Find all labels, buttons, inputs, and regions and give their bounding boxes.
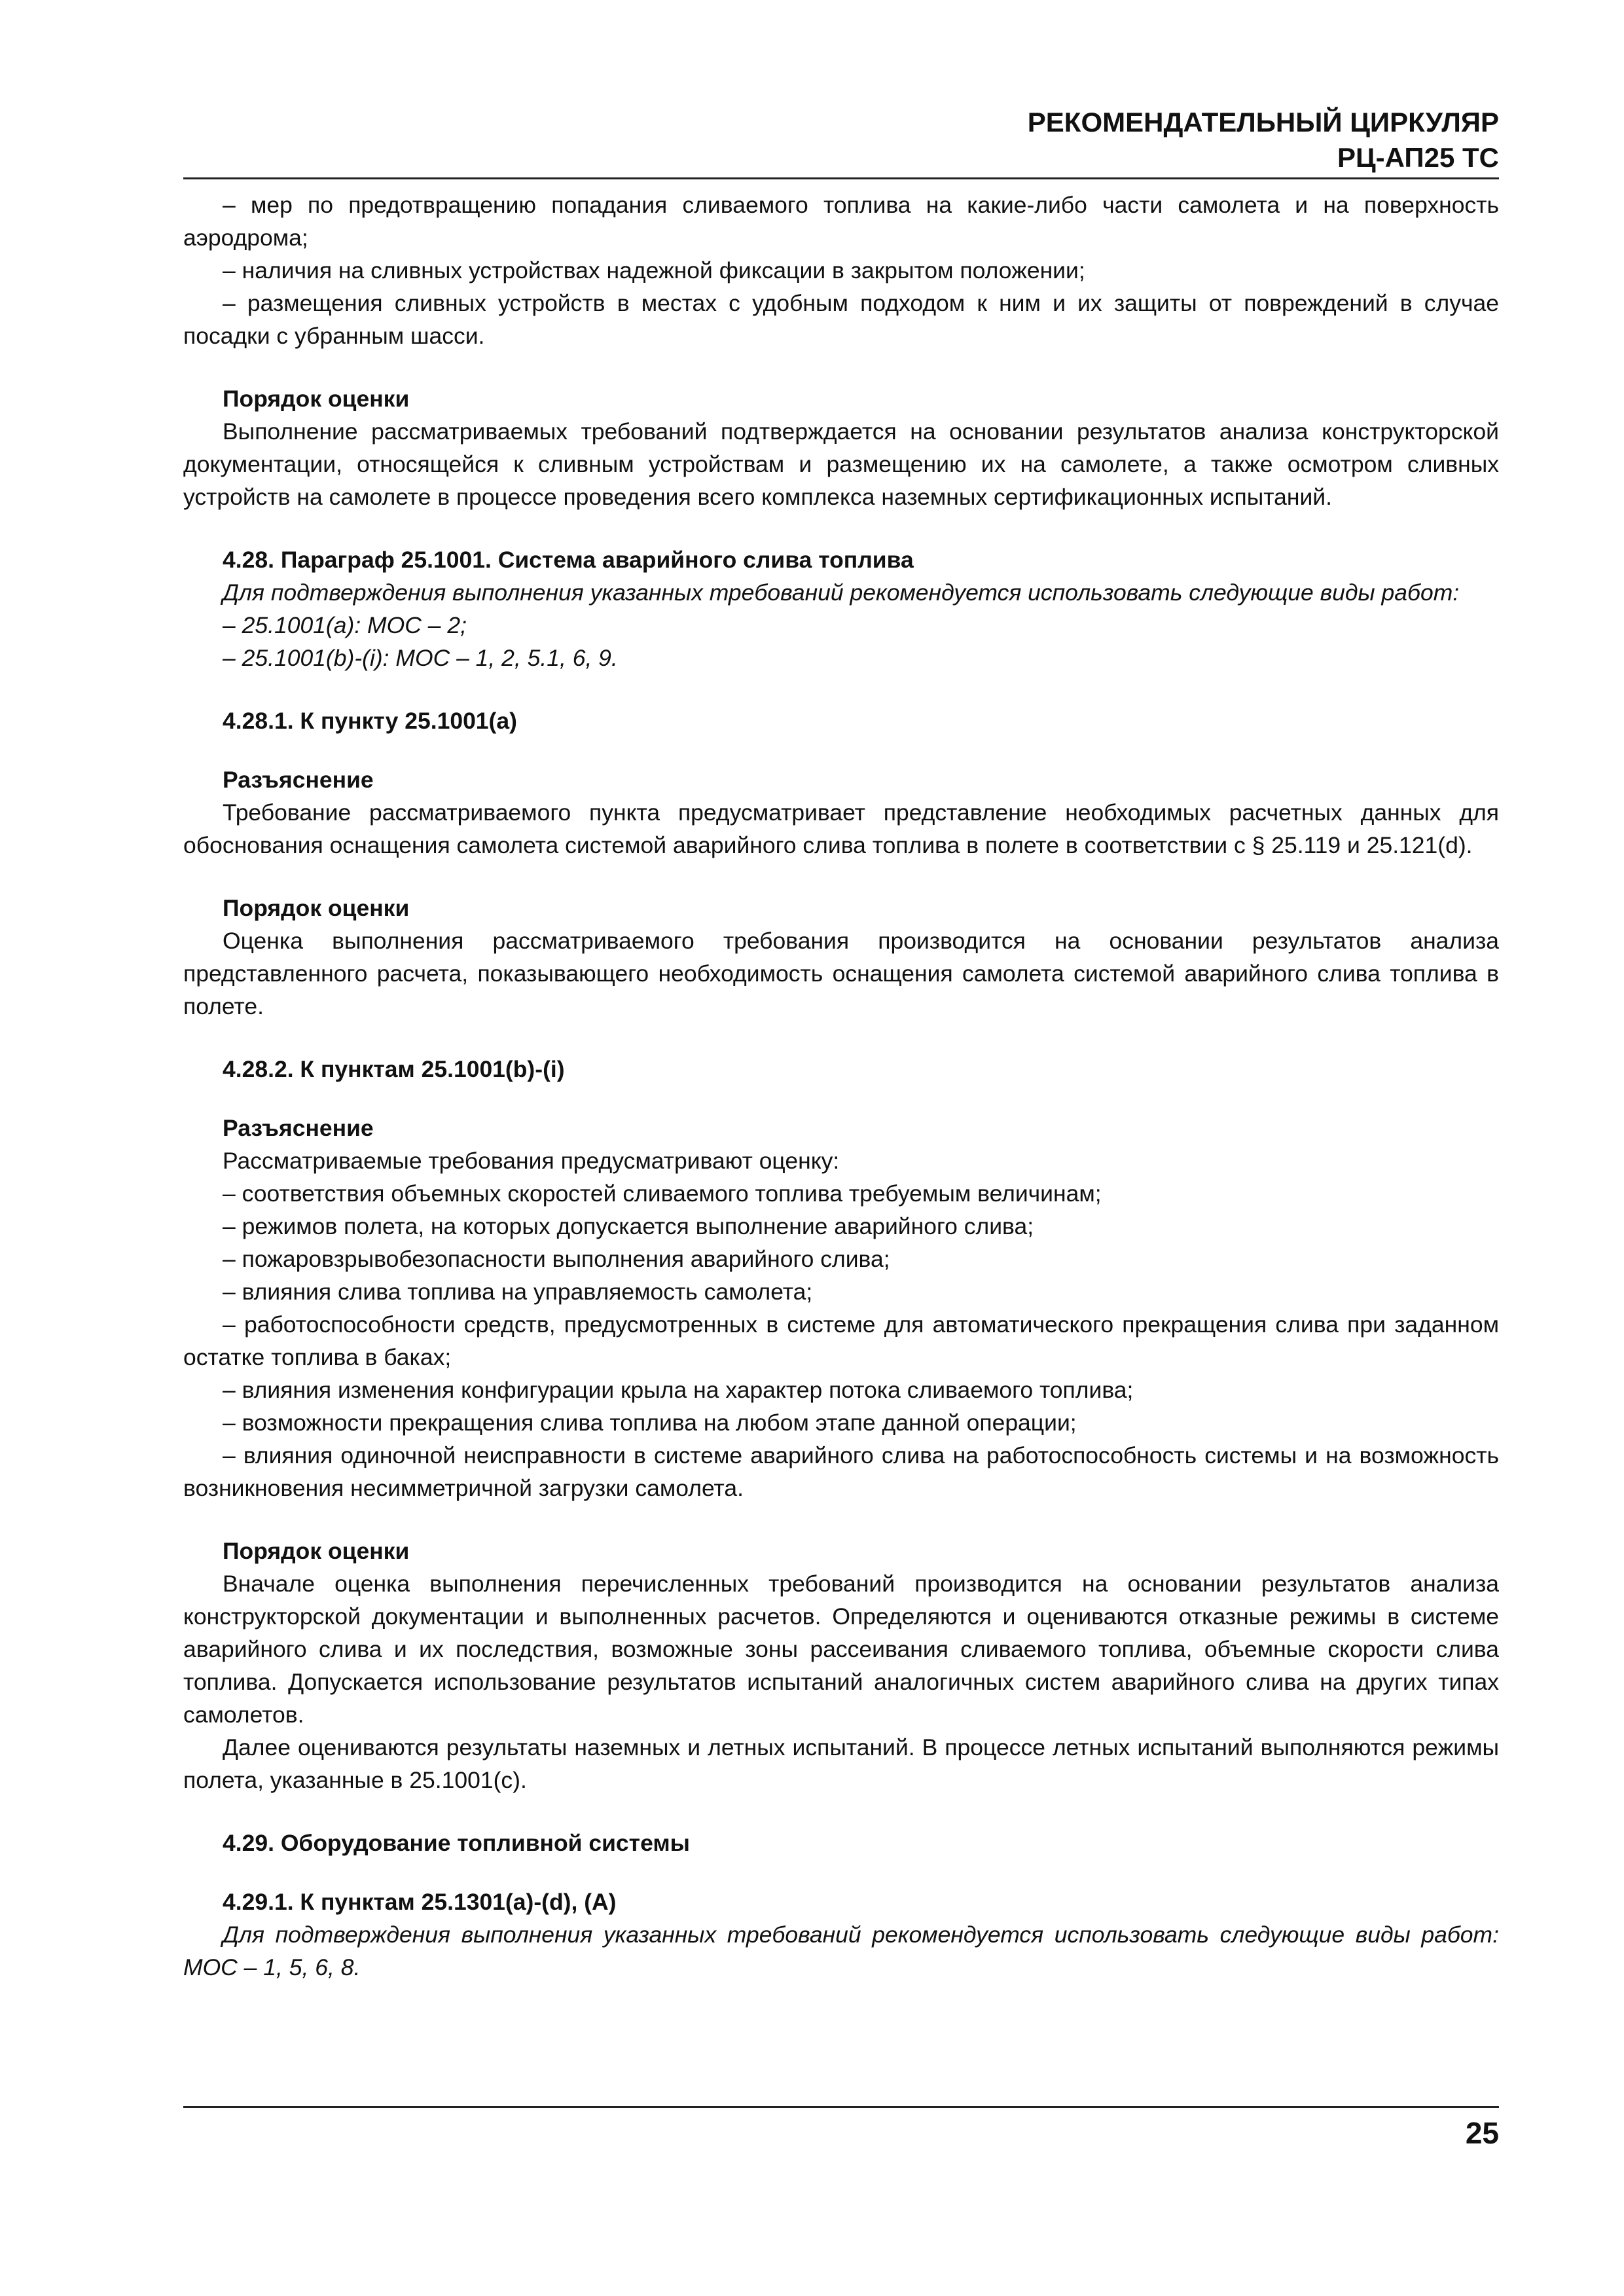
list-item: – работоспособности средств, предусмотренных в системе для автоматического прекращения слива при заданном остатке топлива в баках; <box>183 1311 1499 1370</box>
explanation-intro: Рассматриваемые требования предусматривают оценку: <box>223 1148 840 1174</box>
section-heading-4-28-1: 4.28.1. К пункту 25.1001(a) <box>223 708 517 734</box>
list-item: – мер по предотвращению попадания сливаемого топлива на какие-либо части самолета и на поверхность аэродрома; <box>183 192 1499 251</box>
list-item: – влияния изменения конфигурации крыла на характер потока сливаемого топлива; <box>223 1377 1134 1403</box>
list-item: – пожаровзрывобезопасности выполнения аварийного слива; <box>223 1246 890 1272</box>
list-item: – влияния одиночной неисправности в системе аварийного слива на работоспособность системы и на возможность возникновения несимметричной загрузки самолета. <box>183 1442 1499 1501</box>
footer-divider <box>183 2106 1499 2108</box>
list-item: – режимов полета, на которых допускается выполнение аварийного слива; <box>223 1213 1034 1239</box>
assessment-heading: Порядок оценки <box>223 386 410 412</box>
assessment-heading: Порядок оценки <box>223 895 410 921</box>
explanation-heading: Разъяснение <box>223 1115 374 1141</box>
header-divider <box>183 177 1499 179</box>
section-heading-4-29-1: 4.29.1. К пунктам 25.1301(a)-(d), (A) <box>223 1889 617 1915</box>
explanation-paragraph: Требование рассматриваемого пункта предусматривает представление необходимых расчетных данных для обоснования оснащения самолета системой аварийного слива топлива в полете в соответствии с § 25.119 и 25.121(d). <box>183 799 1499 858</box>
section-heading-4-28: 4.28. Параграф 25.1001. Система аварийного слива топлива <box>223 547 914 573</box>
assessment-heading: Порядок оценки <box>223 1538 410 1564</box>
list-item: – наличия на сливных устройствах надежной фиксации в закрытом положении; <box>223 257 1085 283</box>
recommendation-paragraph: Для подтверждения выполнения указанных требований рекомендуется использовать следующие виды работ: <box>223 579 1460 606</box>
list-item: – размещения сливных устройств в местах с удобным подходом к ним и их защиты от повреждений в случае посадки с убранным шасси. <box>183 290 1499 349</box>
assessment-paragraph: Выполнение рассматриваемых требований подтверждается на основании результатов анализа конструкторской документации, относящейся к сливным устройствам и размещению их на самолете, а также осмотром сливных устройств на самолете в процессе проведения всего комплекса наземных сертификационных испытаний. <box>183 418 1499 510</box>
header-title: РЕКОМЕНДАТЕЛЬНЫЙ ЦИРКУЛЯР <box>1027 107 1499 137</box>
recommendation-paragraph: Для подтверждения выполнения указанных требований рекомендуется использовать следующие виды работ: MOC – 1, 5, 6, 8. <box>183 1922 1499 1980</box>
list-item: – 25.1001(b)-(i): MOC – 1, 2, 5.1, 6, 9. <box>223 645 618 671</box>
section-heading-4-28-2: 4.28.2. К пунктам 25.1001(b)-(i) <box>223 1056 565 1082</box>
list-item: – соответствия объемных скоростей сливаемого топлива требуемым величинам; <box>223 1180 1102 1207</box>
list-item: – влияния слива топлива на управляемость самолета; <box>223 1279 813 1305</box>
list-item: – возможности прекращения слива топлива на любом этапе данной операции; <box>223 1410 1077 1436</box>
header-document-code: РЦ-АП25 ТС <box>1337 142 1499 173</box>
page-body <box>183 189 1499 1984</box>
assessment-paragraph: Оценка выполнения рассматриваемого требования производится на основании результатов анализа представленного расчета, показывающего необходимость оснащения самолета системой аварийного слива топлива в полете. <box>183 928 1499 1019</box>
explanation-heading: Разъяснение <box>223 767 374 793</box>
assessment-paragraph: Вначале оценка выполнения перечисленных требований производится на основании результатов анализа конструкторской документации и выполненных расчетов. Определяются и оцениваются отказные режимы в системе аварийного слива и их последствия, возможные зоны рассеивания сливаемого топлива, объемные скорости слива топлива. Допускается использование результатов испытаний аналогичных систем аварийного слива на других типах самолетов. <box>183 1571 1499 1728</box>
section-heading-4-29: 4.29. Оборудование топливной системы <box>223 1830 690 1856</box>
assessment-paragraph: Далее оцениваются результаты наземных и летных испытаний. В процессе летных испытаний выполняются режимы полета, указанные в 25.1001(c). <box>183 1734 1499 1793</box>
page-header <box>183 105 1499 175</box>
page-number: 25 <box>1465 2116 1499 2150</box>
list-item: – 25.1001(a): MOC – 2; <box>223 612 467 638</box>
